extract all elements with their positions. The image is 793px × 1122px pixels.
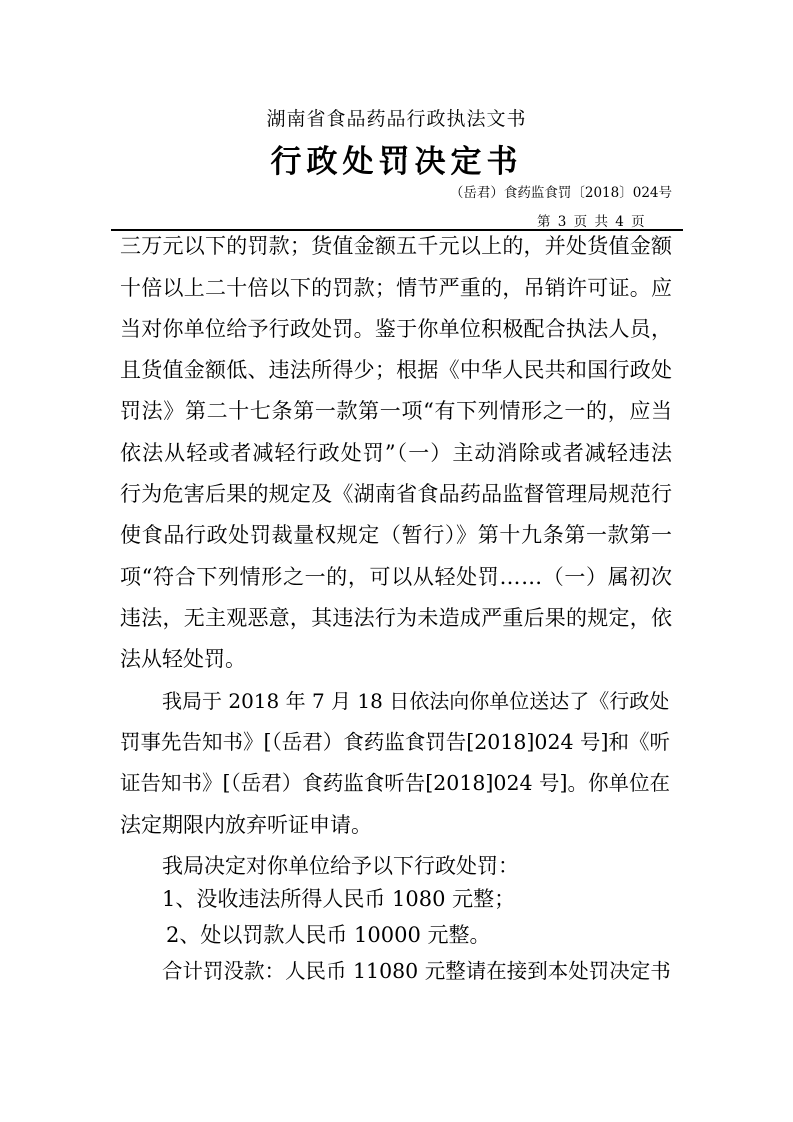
page-indicator: 第 3 页 共 4 页	[537, 214, 645, 230]
document-number: （岳君）食药监食罚〔2018〕024号	[449, 185, 672, 201]
body-line: 合计罚没款：人民币 11080 元整请在接到本处罚决定书	[162, 959, 671, 983]
body-line: 法从轻处罚。	[120, 647, 246, 671]
body-line: 且货值金额低、违法所得少；根据《中华人民共和国行政处	[120, 358, 673, 382]
body-line: 罚法》第二十七条第一款第一项“有下列情形之一的，应当	[120, 399, 673, 423]
penalty-item: 1、没收违法所得人民币 1080 元整；	[162, 887, 516, 911]
penalty-item: 2、处以罚款人民币 10000 元整。	[166, 923, 491, 947]
agency-name: 湖南省食品药品行政执法文书	[266, 108, 527, 130]
body-line: 当对你单位给予行政处罚。鉴于你单位积极配合执法人员，	[120, 317, 673, 341]
body-line: 依法从轻或者减轻行政处罚”（一）主动消除或者减轻违法	[120, 441, 674, 465]
body-line: 法定期限内放弃听证申请。	[120, 813, 372, 837]
body-line: 证告知书》[（岳君）食药监食听告[2018]024 号]。你单位在	[120, 771, 671, 795]
body-line: 违法，无主观恶意，其违法行为未造成严重后果的规定，依	[120, 606, 673, 630]
body-line: 使食品行政处罚裁量权规定（暂行）》第十九条第一款第一	[120, 523, 673, 547]
body-line: 我局决定对你单位给予以下行政处罚：	[162, 854, 519, 878]
body-line: 三万元以下的罚款；货值金额五千元以上的，并处货值金额	[120, 234, 673, 258]
body-line: 十倍以上二十倍以下的罚款；情节严重的，吊销许可证。应	[120, 276, 673, 300]
body-line: 罚事先告知书》[（岳君）食药监食罚告[2018]024 号]和《听	[120, 730, 671, 754]
body-line: 项“符合下列情形之一的，可以从轻处罚……（一）属初次	[120, 565, 673, 589]
document-title: 行政处罚决定书	[270, 144, 523, 180]
body-line: 行为危害后果的规定及《湖南省食品药品监督管理局规范行	[120, 482, 673, 506]
body-line: 我局于 2018 年 7 月 18 日依法向你单位送达了《行政处	[162, 689, 670, 713]
